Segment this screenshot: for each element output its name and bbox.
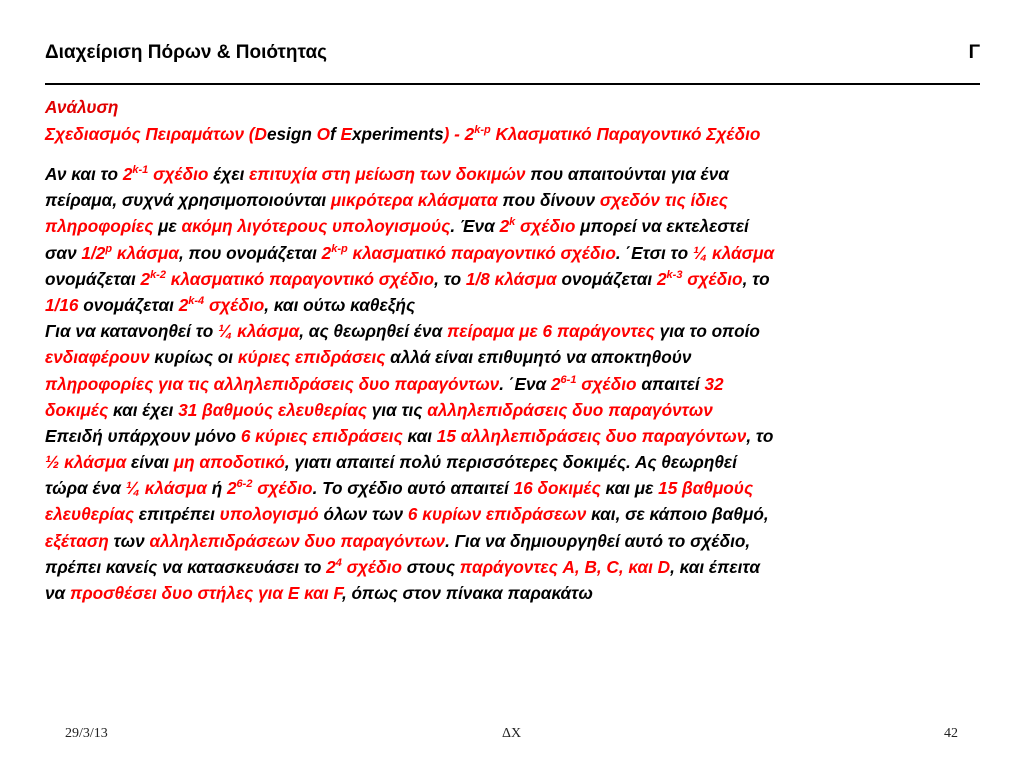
text-run: υπολογισμό [219, 504, 319, 525]
text-run: . ΄Ενα [499, 373, 551, 394]
section-subheading [45, 121, 1010, 148]
superscript: k-1 [132, 164, 149, 176]
text-run: 2 [140, 268, 151, 289]
text-line [45, 240, 1010, 266]
text-run: ονομάζεται [556, 268, 657, 289]
text-run: , το [742, 268, 770, 289]
text-run: προσθέσει δυο στήλες για E και F [70, 583, 342, 603]
text-run: f [329, 124, 341, 144]
text-run: ονομάζεται [78, 294, 179, 315]
text-run: Επειδή υπάρχουν μόνο [45, 425, 241, 446]
text-line [45, 292, 1010, 318]
text-run: κλασματικό παραγοντικό σχέδιο [165, 268, 435, 289]
body-paragraph [45, 161, 1010, 606]
text-line [45, 161, 1010, 187]
text-line [45, 580, 1010, 606]
text-run: κύριες επιδράσεις [237, 347, 386, 368]
text-run: κλάσμα [112, 242, 179, 263]
text-run: και έχει [108, 399, 179, 420]
text-run: αλληλεπιδράσεις δυο παραγόντων [427, 399, 713, 420]
text-run: και [402, 425, 437, 446]
header-divider [45, 83, 980, 85]
text-run: δοκιμές [45, 399, 109, 420]
text-run: 6 κύριες επιδράσεις [240, 425, 403, 446]
text-run: 15 βαθμούς [658, 478, 754, 499]
text-run: 31 βαθμούς ελευθερίας [178, 399, 367, 420]
text-run: σχέδιο [515, 216, 576, 237]
text-run: σχέδιο [252, 478, 313, 499]
text-line [45, 475, 1010, 501]
text-run: , γιατι απαιτεί πολύ περισσότερες δοκιμές. Ας θεωρηθεί [284, 452, 737, 473]
text-run: ¼ κλάσμα [125, 478, 207, 499]
text-run: κυρίως οι [149, 347, 238, 368]
superscript: k-2 [150, 268, 166, 281]
text-line [45, 397, 1010, 423]
text-line [45, 501, 1010, 527]
text-run: O [316, 124, 330, 144]
slide-header [45, 42, 980, 72]
text-run: , το [746, 425, 774, 446]
text-run: . ΄Ετσι το [615, 242, 693, 263]
text-run: 1/16 [45, 294, 79, 315]
text-run: , που ονομάζεται [178, 242, 322, 263]
text-run: ή [206, 478, 227, 499]
superscript: 6-2 [236, 478, 253, 491]
text-run: 2 [178, 294, 189, 315]
text-run: 15 αλληλεπιδράσεις δυο παραγόντων [436, 425, 747, 446]
text-run: για το οποίο [654, 321, 760, 342]
text-run: αλληλεπιδράσεων δυο παραγόντων [149, 530, 446, 551]
text-run: μικρότερα κλάσματα [330, 190, 498, 211]
text-run: E [340, 124, 352, 144]
text-run: και, σε κάποιο βαθμό, [586, 504, 769, 525]
text-run: πρέπει κανείς να κατασκευάσει το [45, 556, 327, 577]
text-line [45, 318, 1010, 344]
text-run: που απαιτούνται για ένα [525, 164, 729, 184]
superscript: 6-1 [560, 373, 577, 386]
footer-page-number: 42 [944, 726, 958, 741]
text-run: esign [266, 124, 317, 144]
text-line [45, 554, 1010, 580]
text-run: των [108, 530, 150, 551]
header-letter: Γ [968, 42, 980, 63]
footer-date: 29/3/13 [65, 726, 108, 741]
text-run: ½ κλάσμα [45, 452, 127, 473]
text-run: σαν [45, 242, 82, 263]
footer-author: ΔΧ [502, 726, 522, 741]
text-run: Για να κατανοηθεί το [45, 321, 218, 342]
text-run: , το [434, 268, 466, 289]
text-run: 2 [326, 556, 336, 577]
text-run: ¼ κλάσμα [218, 321, 300, 342]
text-run: 2 [226, 478, 237, 499]
text-run: 6 κυρίων επιδράσεων [407, 504, 587, 525]
text-run: 2 [122, 164, 133, 184]
text-run: όλων των [318, 504, 408, 525]
text-run: πληροφορίες για τις αλληλεπιδράσεις δυο παραγόντων [45, 373, 500, 394]
text-line [45, 344, 1010, 370]
text-run: είναι [126, 452, 174, 473]
superscript: p [105, 242, 113, 255]
text-line [45, 528, 1010, 554]
text-run: σχέδιο [682, 268, 743, 289]
text-run: και με [600, 478, 659, 499]
text-run: πείραμα με 6 παράγοντες [447, 321, 655, 342]
text-run: . Το σχέδιο αυτό απαιτεί [312, 478, 514, 499]
text-run: σχέδιο [148, 164, 209, 184]
text-run: πληροφορίες [45, 216, 154, 237]
text-run: ενδιαφέρουν [45, 347, 150, 368]
text-run: τώρα ένα [45, 478, 126, 499]
text-line [45, 266, 1010, 292]
text-line [45, 187, 1010, 213]
text-run: ακόμη λιγότερους υπολογισμούς [181, 216, 451, 237]
text-run: ελευθερίας [45, 504, 134, 525]
superscript: k-3 [666, 268, 683, 281]
superscript: k-p [331, 242, 348, 255]
text-run: 16 δοκιμές [513, 478, 601, 499]
text-run: στους [401, 556, 460, 577]
text-run: σχέδιο [341, 556, 402, 577]
text-run: που δίνουν [497, 190, 600, 211]
header-title: Διαχείριση Πόρων & Ποιότητας [45, 42, 328, 63]
section-heading: Ανάλυση [45, 97, 119, 117]
text-run: εξέταση [45, 530, 109, 551]
text-run: Αν και το [45, 164, 123, 184]
text-run: απαιτεί [636, 373, 705, 394]
slide-body [45, 94, 1010, 606]
text-line [45, 213, 1010, 239]
text-run: παράγοντες A, B, C, και D [459, 556, 671, 577]
text-run: , ας θεωρηθεί ένα [299, 321, 448, 342]
text-run: επιτρέπει [133, 504, 220, 525]
superscript: k [509, 216, 516, 229]
text-run: αλλά είναι επιθυμητό να αποκτηθούν [385, 347, 692, 368]
text-run: 1/8 κλάσμα [465, 268, 557, 289]
superscript: k-p [474, 124, 491, 136]
text-run: Σχεδιασμός Πειραμάτων ( [45, 124, 255, 144]
text-run: σχέδιο [204, 294, 265, 315]
text-run: 2 [499, 216, 510, 237]
text-run: Κλασματικό Παραγοντικό Σχέδιο [490, 124, 761, 144]
text-run: , και έπειτα [670, 556, 761, 577]
text-run: 2 [550, 373, 561, 394]
text-run: 2 [656, 268, 667, 289]
text-run: πείραμα, συχνά χρησιμοποιούνται [45, 190, 331, 211]
text-run: D [254, 124, 267, 144]
text-run: έχει [208, 164, 250, 184]
text-run: 2 [321, 242, 332, 263]
text-run: σχέδιο [576, 373, 637, 394]
text-run: σχεδόν τις ίδιες [599, 190, 728, 211]
text-run: κλασματικό παραγοντικό σχέδιο [347, 242, 616, 263]
text-run: xperiments [351, 124, 444, 144]
text-run: μη αποδοτικό [173, 452, 285, 473]
text-run: να [45, 583, 70, 603]
text-run: για τις [366, 399, 428, 420]
text-run: μπορεί να εκτελεστεί [575, 216, 749, 237]
text-line [45, 449, 1010, 475]
superscript: 4 [335, 556, 342, 569]
text-run: ονομάζεται [45, 268, 141, 289]
text-run: με [153, 216, 182, 237]
superscript: k-4 [188, 294, 205, 307]
text-line [45, 371, 1010, 397]
text-run: . Ένα [450, 216, 500, 237]
text-run: επιτυχία στη μείωση των δοκιμών [249, 164, 526, 184]
text-run: ¼ κλάσμα [692, 242, 775, 263]
text-run: 32 [704, 373, 724, 394]
text-line [45, 423, 1010, 449]
text-run: 1/2 [81, 242, 106, 263]
text-run: . Για να δημιουργηθεί αυτό το σχέδιο, [445, 530, 751, 551]
text-run: , όπως στον πίνακα παρακάτω [341, 583, 593, 603]
text-run: ) - 2 [443, 124, 475, 144]
text-run: , και ούτω καθεξής [264, 294, 416, 315]
